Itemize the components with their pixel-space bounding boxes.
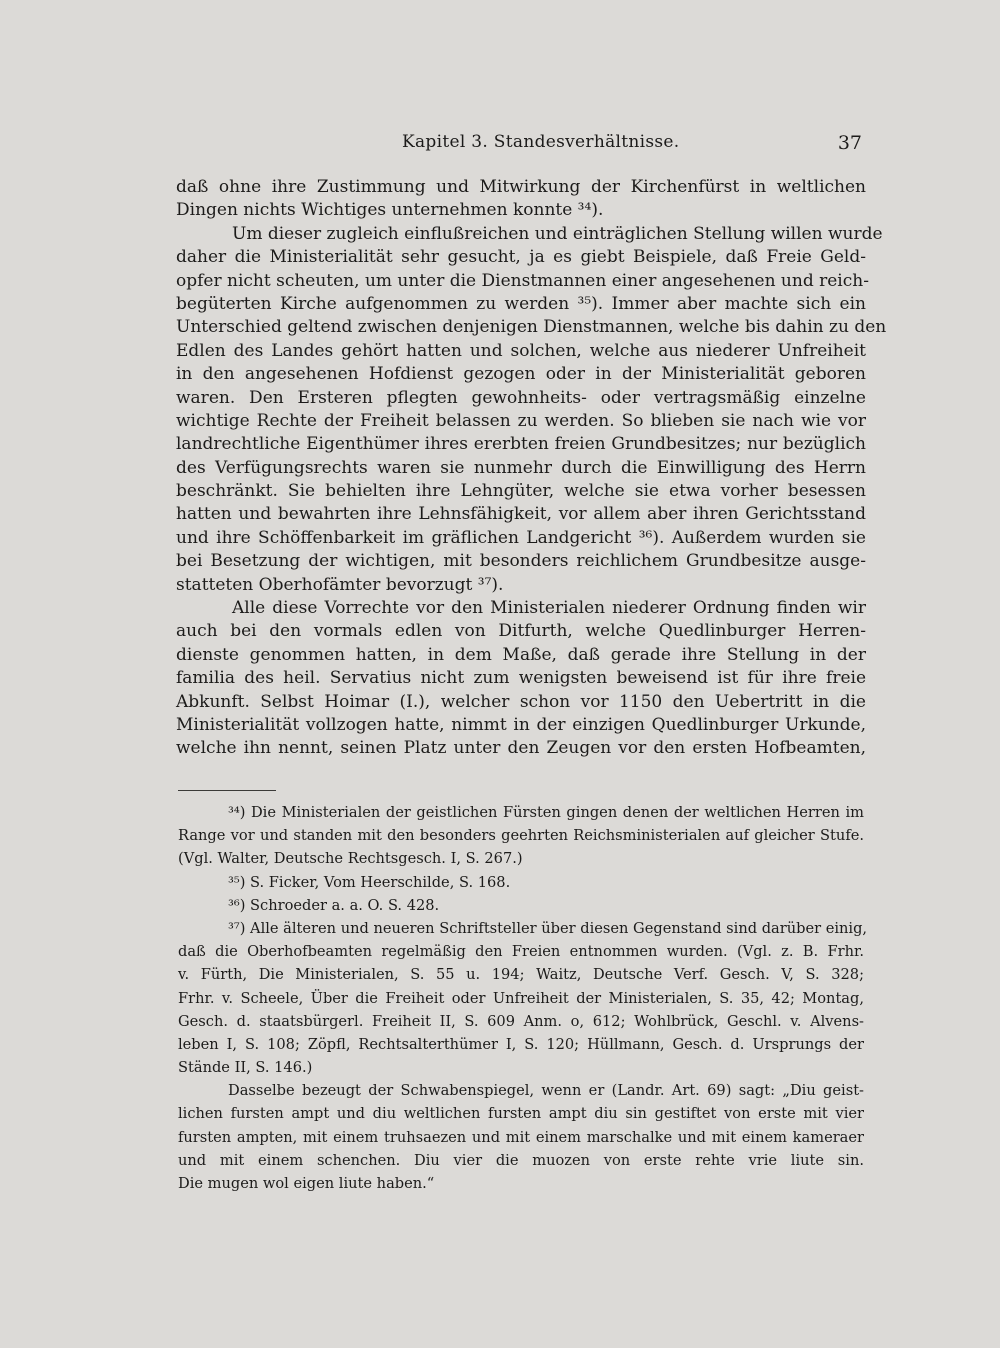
text-line: Dingen nichts Wichtiges unternehmen konnte ³⁴). [176, 200, 604, 221]
footnote-line: Die mugen wol eigen liute haben.“ [178, 1175, 435, 1192]
footnote-line: und mit einem schenchen. Diu vier die muozen von erste rehte vrie liute sin. [178, 1151, 864, 1169]
footnote-line: Gesch. d. staatsbürgerl. Freiheit II, S. 609 Anm. o, 612; Wohlbrück, Geschl. v. Alvens- [178, 1012, 864, 1030]
footnote-line: ³⁵) S. Ficker, Vom Heerschilde, S. 168. [228, 873, 511, 891]
text-line: Ministerialität vollzogen hatte, nimmt in der einzigen Quedlinburger Urkunde, [176, 714, 866, 735]
running-head [178, 132, 864, 156]
text-line: Abkunft. Selbst Hoimar (I.), welcher schon vor 1150 den Uebertritt in die [176, 691, 866, 712]
text-line: Um dieser zugleich einflußreichen und einträglichen Stellung willen wurde [232, 223, 883, 244]
text-line: begüterten Kirche aufgenommen zu werden ³⁵). Immer aber machte sich ein [176, 293, 866, 314]
footnotes [178, 801, 868, 1195]
footnote-line: v. Fürth, Die Ministerialen, S. 55 u. 194; Waitz, Deutsche Verf. Gesch. V, S. 328; [178, 966, 864, 984]
text-line: und ihre Schöffenbarkeit im gräflichen Landgericht ³⁶). Außerdem wurden sie [176, 527, 866, 548]
chapter-title: Kapitel 3. Standesverhältnisse. [402, 132, 680, 152]
footnote-line: Frhr. v. Scheele, Über die Freiheit oder Unfreiheit der Ministerialen, S. 35, 42; Montag, [178, 989, 864, 1007]
text-line: statteten Oberhofämter bevorzugt ³⁷). [176, 574, 504, 595]
text-line: Unterschied geltend zwischen denjenigen Dienstmannen, welche bis dahin zu den [176, 317, 887, 338]
text-line: opfer nicht scheuten, um unter die Dienstmannen einer angesehenen und reich- [176, 270, 869, 291]
text-line: des Verfügungsrechts waren sie nunmehr durch die Einwilligung des Herrn [176, 457, 866, 478]
text-line: in den angesehenen Hofdienst gezogen oder in der Ministerialität geboren [176, 364, 866, 385]
page-number: 37 [837, 132, 862, 154]
footnote-line: ³⁷) Alle älteren und neueren Schriftsteller über diesen Gegenstand sind darüber einig, [228, 919, 868, 937]
text-line: wichtige Rechte der Freiheit belassen zu werden. So blieben sie nach wie vor [176, 410, 866, 431]
footnote-line: (Vgl. Walter, Deutsche Rechtsgesch. I, S. 267.) [178, 850, 523, 868]
text-line: beschränkt. Sie behielten ihre Lehngüter, welche sie etwa vorher besessen [176, 481, 866, 502]
text-line: daß ohne ihre Zustimmung und Mitwirkung der Kirchenfürst in weltlichen [176, 177, 866, 197]
footnote-line: Dasselbe bezeugt der Schwabenspiegel, wenn er (Landr. Art. 69) sagt: „Diu geist- [228, 1082, 864, 1100]
text-line: landrechtliche Eigenthümer ihres ererbten freien Grundbesitzes; nur bezüglich [176, 434, 866, 455]
text-line: Alle diese Vorrechte vor den Ministerialen niederer Ordnung finden wir [232, 598, 866, 619]
text-line: daher die Ministerialität sehr gesucht, ja es giebt Beispiele, daß Freie Geld- [176, 247, 866, 268]
footnote-separator [178, 790, 276, 791]
footnote-line: lichen fursten ampt und diu weltlichen fursten ampt diu sin gestiftet von erste mit vier [178, 1105, 864, 1123]
text-line: hatten und bewahrten ihre Lehnsfähigkeit, vor allem aber ihren Gerichtsstand [176, 504, 866, 525]
footnote-line: Range vor und standen mit den besonders geehrten Reichsministerialen auf gleicher Stufe. [178, 827, 864, 845]
text-line: dienste genommen hatten, in dem Maße, daß gerade ihre Stellung in der [176, 644, 866, 665]
footnote-line: fursten ampten, mit einem truhsaezen und mit einem marschalke und mit einem kameraer [178, 1128, 864, 1146]
footnote-line: leben I, S. 108; Zöpfl, Rechtsalterthümer I, S. 120; Hüllmann, Gesch. d. Ursprungs der [178, 1035, 864, 1053]
text-line: auch bei den vormals edlen von Ditfurth, welche Quedlinburger Herren- [176, 621, 866, 642]
text-line: welche ihn nennt, seinen Platz unter den Zeugen vor den ersten Hofbeamten, [176, 738, 866, 759]
text-line: Edlen des Landes gehört hatten und solchen, welche aus niederer Unfreiheit [176, 340, 866, 361]
footnote-line: daß die Oberhofbeamten regelmäßig den Freien entnommen wurden. (Vgl. z. B. Frhr. [178, 943, 864, 961]
footnote-line: ³⁶) Schroeder a. a. O. S. 428. [228, 896, 440, 914]
text-line: bei Besetzung der wichtigen, mit besonders reichlichem Grundbesitze ausge- [176, 551, 866, 572]
footnote-line: Stände II, S. 146.) [178, 1059, 313, 1077]
text-line: familia des heil. Servatius nicht zum wenigsten beweisend ist für ihre freie [176, 668, 866, 689]
main-text [176, 176, 887, 761]
footnote-line: ³⁴) Die Ministerialen der geistlichen Fürsten gingen denen der weltlichen Herren im [228, 804, 864, 821]
text-line: waren. Den Ersteren pflegten gewohnheits- oder vertragsmäßig einzelne [176, 387, 866, 408]
